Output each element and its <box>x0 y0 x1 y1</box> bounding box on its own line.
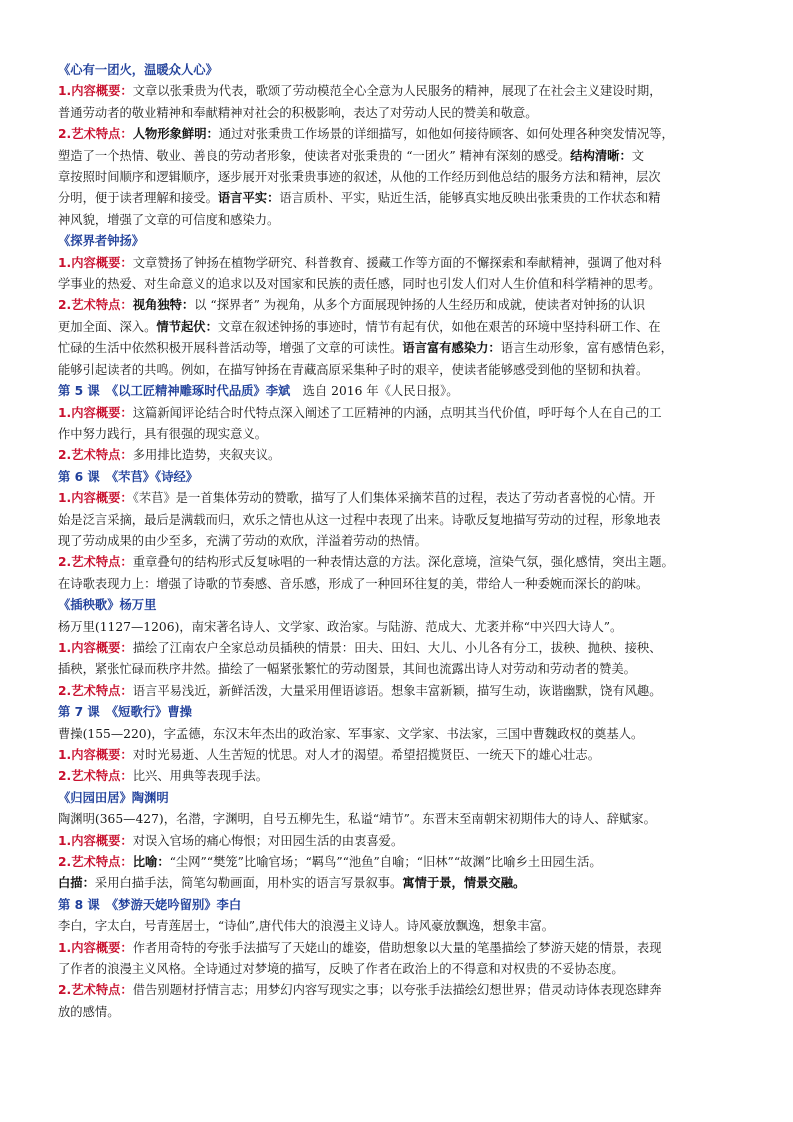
body-text: 描绘了江南农户全家总动员插秧的情景：田夫、田妇、大儿、小儿各有分工，拔秧、抛秧、接秧、 <box>132 640 662 655</box>
body-text: 借告别题材抒情言志；用梦幻内容写现实之事；以夸张手法描绘幻想世界；借灵动诗体表现恣肆奔 <box>132 983 662 998</box>
text-line <box>58 873 748 894</box>
body-text: 这篇新闻评论结合时代特点深入阐述了工匠精神的内涵，点明其当代价值，呼吁每个人在自己的工 <box>132 405 662 420</box>
body-text: 文章赞扬了钟扬在植物学研究、科普教育、援藏工作等方面的不懈探索和奉献精神，强调了他对科 <box>132 255 662 270</box>
body-text: 选自 2016 年《人民日报》。 <box>290 384 459 399</box>
body-text: 章按照时间顺序和逻辑顺序，逐步展开对张秉贵事迹的叙述，从他的工作经历到他总结的服务方法和精神，层次 <box>58 170 661 185</box>
text-line <box>58 938 748 959</box>
text-line <box>58 188 748 209</box>
field-label: 1.内容概要： <box>58 405 133 420</box>
heading-line <box>58 895 748 916</box>
field-label: 1.内容概要： <box>58 491 133 506</box>
field-label: 1.内容概要： <box>58 940 133 955</box>
keyword: 白描： <box>58 876 95 891</box>
body-text: “尘网”“樊笼”比喻官场；“羁鸟”“池鱼”自喻；“旧林”“故渊”比喻乡土田园生活。 <box>169 855 602 870</box>
body-text: 李白，字太白，号青莲居士，“诗仙”,唐代伟大的浪漫主义诗人。诗风豪放飘逸，想象丰富。 <box>58 919 555 934</box>
text-line <box>58 274 748 295</box>
field-label: 2.艺术特点： <box>58 448 133 463</box>
field-label: 2.艺术特点： <box>58 298 133 313</box>
body-text: 语言质朴、平实，贴近生活，能够真实地反映出张秉贵的工作状态和精 <box>279 191 661 206</box>
heading-line <box>58 60 748 81</box>
text-line <box>58 659 748 680</box>
keyword: 语言富有感染力： <box>402 341 501 356</box>
keyword: 结构清晰： <box>570 148 632 163</box>
section-heading: 《探界者钟扬》 <box>58 234 145 249</box>
text-line <box>58 510 748 531</box>
text-line <box>58 852 748 873</box>
body-text: 对误入官场的痛心悔恨；对田园生活的由衷喜爱。 <box>132 833 404 848</box>
body-text: 普通劳动者的敬业精神和奉献精神对社会的积极影响，表达了对劳动人民的赞美和敬意。 <box>58 105 538 120</box>
section-heading: 第 7 课 《短歌行》曹操 <box>58 705 192 720</box>
field-label: 1.内容概要： <box>58 748 133 762</box>
body-text: 作中努力践行，具有很强的现实意义。 <box>58 426 268 441</box>
body-text: 语言平易浅近，新鲜活泼，大量采用俚语谚语。想象丰富新颖，描写生动，诙谐幽默，饶有风趣。 <box>132 683 662 698</box>
field-label: 2.艺术特点： <box>58 683 133 698</box>
heading-line <box>58 595 748 616</box>
field-label: 2.艺术特点： <box>58 855 133 870</box>
section-heading: 第 5 课 《以工匠精神雕琢时代品质》李斌 <box>58 384 291 399</box>
heading-line <box>58 702 748 723</box>
text-line <box>58 681 748 702</box>
text-line <box>58 831 748 852</box>
body-text: 在诗歌表现力上：增强了诗歌的节奏感、音乐感，形成了一种回环往复的美，带给人一种委婉而深长的韵味。 <box>58 576 649 591</box>
text-line <box>58 1002 748 1023</box>
body-text: 通过对张秉贵工作场景的详细描写，如他如何接待顾客、如何处理各种突发情况等， <box>218 127 674 142</box>
field-label: 2.艺术特点： <box>58 769 133 784</box>
keyword: 比喻： <box>132 855 170 870</box>
body-text: 分明，便于读者理解和接受。 <box>58 191 218 206</box>
text-line <box>58 167 748 188</box>
keyword: 寓情于景，情景交融。 <box>402 876 526 891</box>
keyword: 情节起伏： <box>156 319 218 334</box>
body-text: 曹操(155—220)，字孟德，东汉末年杰出的政治家、军事家、文学家、书法家，三国中曹魏政权的奠基人。 <box>58 726 644 741</box>
text-line <box>58 766 748 787</box>
heading-line <box>58 467 748 488</box>
heading-line <box>58 788 748 809</box>
body-text: 重章叠句的结构形式反复咏唱的一种表情达意的方法。深化意境，渲染气氛，强化感情，突出主题。 <box>132 555 674 570</box>
section-heading: 《归园田居》陶渊明 <box>58 790 169 805</box>
text-line <box>58 360 748 381</box>
text-line <box>58 81 748 102</box>
text-line <box>58 980 748 1001</box>
field-label: 1.内容概要： <box>58 833 133 848</box>
keyword: 视角独特： <box>132 298 195 313</box>
text-line <box>58 146 748 167</box>
field-label: 1.内容概要： <box>58 255 133 270</box>
body-text: 文章以张秉贵为代表，歌颂了劳动模范全心全意为人民服务的精神，展现了在社会主义建设时期， <box>132 84 662 99</box>
text-line <box>58 724 748 745</box>
field-label: 2.艺术特点： <box>58 127 133 142</box>
text-line <box>58 445 748 466</box>
body-text: 对时光易逝、人生苦短的忧思。对人才的渴望。希望招揽贤臣、一统天下的雄心壮志。 <box>132 748 601 762</box>
body-text: 多用排比造势，夹叙夹议。 <box>132 448 281 463</box>
text-line <box>58 552 748 573</box>
body-text: 塑造了一个热情、敬业、善良的劳动者形象，使读者对张秉贵的 “一团火” 精神有深刻的感受。 <box>58 148 571 163</box>
field-label: 2.艺术特点： <box>58 555 133 570</box>
body-text: 陶渊明(365—427)，名潜，字渊明，自号五柳先生，私谥“靖节”。东晋末至南朝宋初期伟大的诗人、辞赋家。 <box>58 812 656 827</box>
section-heading: 第 8 课 《梦游天姥吟留别》李白 <box>58 897 242 912</box>
section-heading: 《心有一团火，温暖众人心》 <box>58 63 218 77</box>
body-text: 学事业的热爱、对生命意义的追求以及对国家和民族的责任感，同时也引发人们对人生价值和科学精神的思考。 <box>58 277 661 292</box>
body-text: 比兴、用典等表现手法。 <box>132 769 268 784</box>
text-line <box>58 638 748 659</box>
text-line <box>58 253 748 274</box>
body-text: 采用白描手法，简笔勾勒画面，用朴实的语言写景叙事。 <box>94 876 403 891</box>
field-label: 1.内容概要： <box>58 640 133 655</box>
keyword: 人物形象鲜明： <box>132 127 219 142</box>
body-text: 插秧，紧张忙碌而秩序井然。描绘了一幅紧张繁忙的劳动图景，其间也流露出诗人对劳动和劳动者的赞美。 <box>58 662 636 677</box>
text-line <box>58 809 748 830</box>
text-line <box>58 745 748 766</box>
text-line <box>58 959 748 980</box>
document-body <box>58 60 748 1023</box>
body-text: 忙碌的生活中依然积极开展科普活动等，增强了文章的可读性。 <box>58 341 403 356</box>
body-text: 文章在叙述钟扬的事迹时，情节有起有伏，如他在艰苦的环境中坚持科研工作、在 <box>217 319 661 334</box>
heading-line <box>58 381 748 402</box>
field-label: 1.内容概要： <box>58 84 133 99</box>
text-line <box>58 338 748 359</box>
text-line <box>58 295 748 316</box>
text-line <box>58 103 748 124</box>
keyword: 语言平实： <box>217 191 280 206</box>
section-heading: 《插秧歌》杨万里 <box>58 598 157 613</box>
text-line <box>58 403 748 424</box>
text-line <box>58 210 748 231</box>
text-line <box>58 916 748 937</box>
body-text: 语言生动形象，富有感情色彩， <box>500 341 673 356</box>
body-text: 始是泛言采摘，最后是满载而归，欢乐之情也从这一过程中表现了出来。诗歌反复地描写劳动的过程，形象地表 <box>58 512 661 527</box>
text-line <box>58 488 748 509</box>
text-line <box>58 531 748 552</box>
body-text: 放的感情。 <box>58 1004 120 1019</box>
text-line <box>58 424 748 445</box>
body-text: 更加全面、深入。 <box>58 319 157 334</box>
body-text: 作者用奇特的夸张手法描写了天姥山的雄姿，借助想象以大量的笔墨描绘了梦游天姥的情景，表现 <box>132 940 662 955</box>
body-text: 现了劳动成果的由少至多，充满了劳动的欢欣，洋溢着劳动的热情。 <box>58 533 427 548</box>
text-line <box>58 124 748 145</box>
text-line <box>58 617 748 638</box>
body-text: 神风貌，增强了文章的可信度和感染力。 <box>58 212 280 227</box>
body-text: 能够引起读者的共鸣。例如，在描写钟扬在青藏高原采集种子时的艰辛，使读者能够感受到他的坚韧和执着。 <box>58 362 649 377</box>
text-line <box>58 574 748 595</box>
section-heading: 第 6 课 《芣苢》《诗经》 <box>58 469 199 484</box>
body-text: 《芣苢》是一首集体劳动的赞歌，描写了人们集体采摘芣苢的过程，表达了劳动者喜悦的心情。开 <box>132 491 656 506</box>
heading-line <box>58 231 748 252</box>
text-line <box>58 317 748 338</box>
body-text: 文 <box>631 148 645 163</box>
body-text: 了作者的浪漫主义风格。全诗通过对梦境的描写，反映了作者在政治上的不得意和对权贵的不妥协态度。 <box>58 962 624 977</box>
body-text: 以 “探界者” 为视角，从多个方面展现钟扬的人生经历和成就，使读者对钟扬的认识 <box>194 298 646 313</box>
field-label: 2.艺术特点： <box>58 983 133 998</box>
body-text: 杨万里(1127—1206)，南宋著名诗人、文学家、政治家。与陆游、范成大、尤袤并称“中兴四大诗人”。 <box>58 619 623 634</box>
